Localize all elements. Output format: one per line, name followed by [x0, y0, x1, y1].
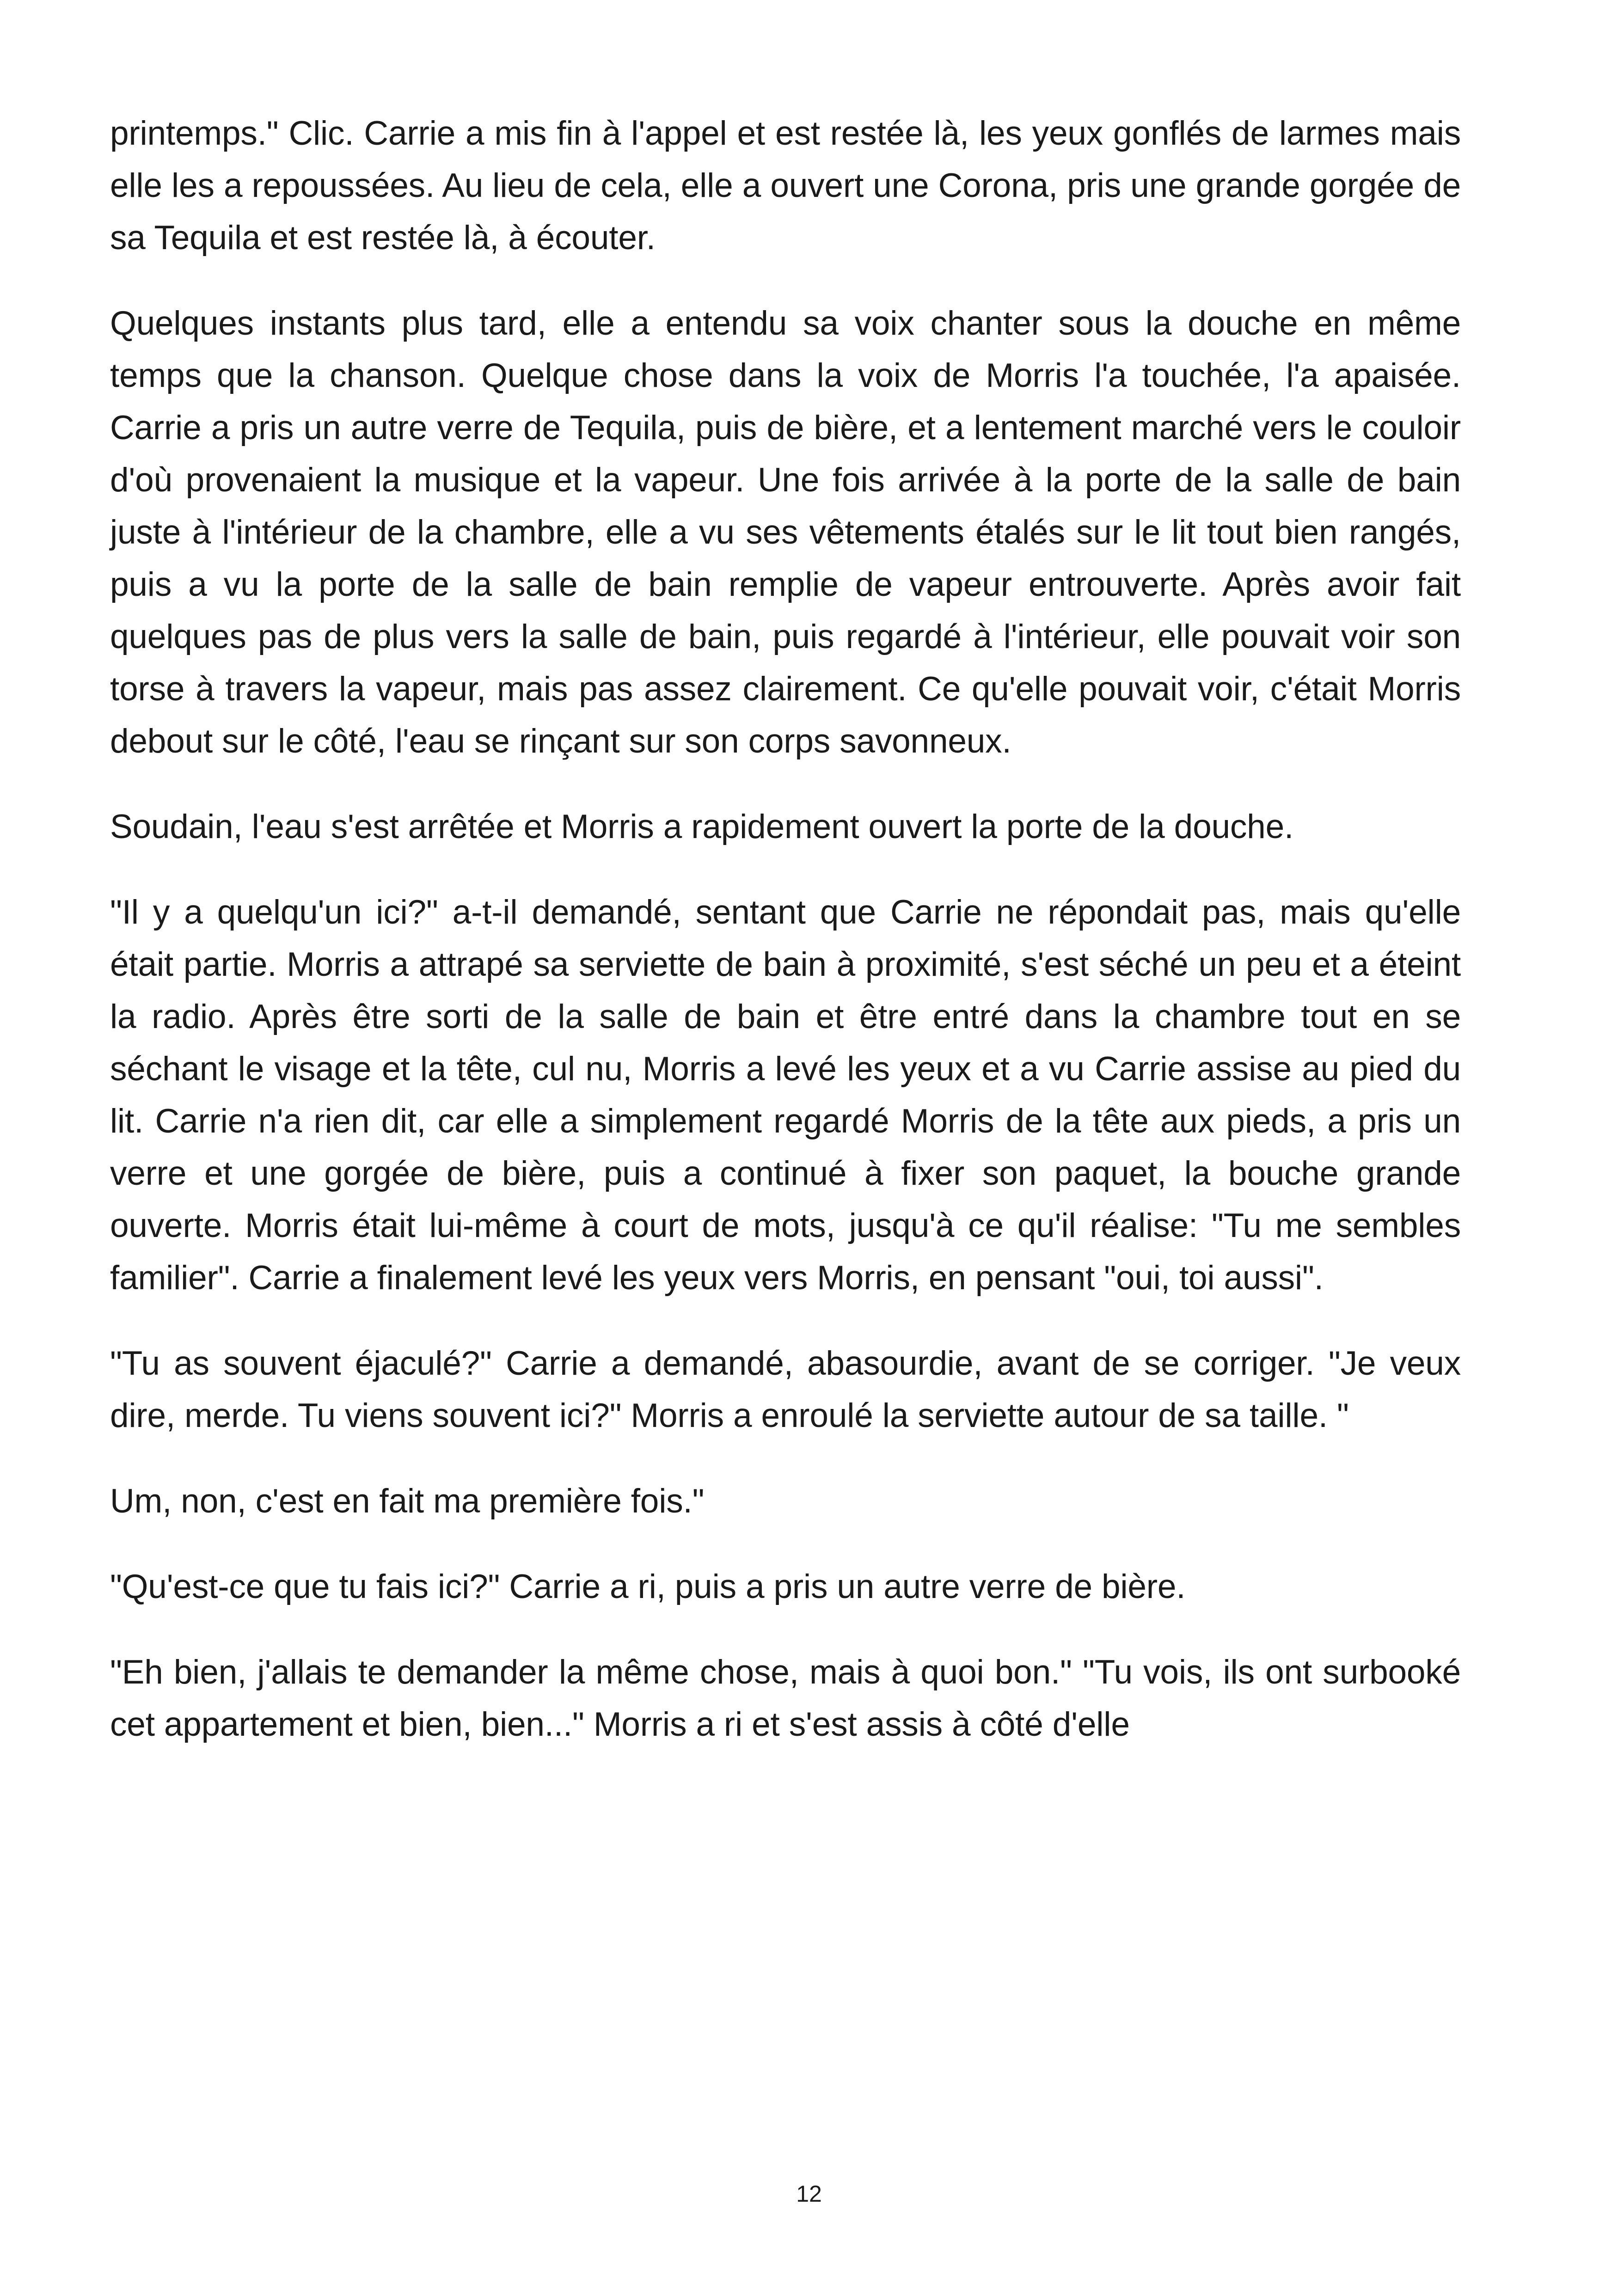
paragraph-5: "Tu as souvent éjaculé?" Carrie a demandé, abasourdie, avant de se corriger. "Je veux dire, merde. Tu viens souvent ici?" Morris a enroulé la serviette autour de sa taille. "	[110, 1345, 1461, 1434]
page-body	[110, 107, 1461, 1751]
paragraph-2: Quelques instants plus tard, elle a entendu sa voix chanter sous la douche en même temps que la chanson. Quelque chose dans la voix de Morris l'a touchée, l'a apaisée. Carrie a pris un autre verre de Tequila, puis de bière, et a lentement marché vers le couloir d'où provenaient la musique et la vapeur. Une fois arrivée à la porte de la salle de bain juste à l'intérieur de la chambre, elle a vu ses vêtements étalés sur le lit tout bien rangés, puis a vu la porte de la salle de bain remplie de vapeur entrouverte. Après avoir fait quelques pas de plus vers la salle de bain, puis regardé à l'intérieur, elle pouvait voir son torse à travers la vapeur, mais pas assez clairement. Ce qu'elle pouvait voir, c'était Morris debout sur le côté, l'eau se rinçant sur son corps savonneux.	[110, 305, 1461, 760]
page-number: 12	[796, 2181, 822, 2207]
paragraph-3: Soudain, l'eau s'est arrêtée et Morris a rapidement ouvert la porte de la douche.	[110, 808, 1294, 845]
paragraph-8: "Eh bien, j'allais te demander la même chose, mais à quoi bon." "Tu vois, ils ont surbooké cet appartement et bien, bien..." Morris a ri et s'est assis à côté d'elle	[110, 1653, 1461, 1743]
paragraph-7: "Qu'est-ce que tu fais ici?" Carrie a ri, puis a pris un autre verre de bière.	[110, 1568, 1186, 1605]
paragraph-1: printemps." Clic. Carrie a mis fin à l'appel et est restée là, les yeux gonflés de larmes mais elle les a repoussées. Au lieu de cela, elle a ouvert une Corona, pris une grande gorgée de sa Tequila et est restée là, à écouter.	[110, 115, 1461, 257]
paragraph-6: Um, non, c'est en fait ma première fois."	[110, 1482, 705, 1520]
paragraph-4: "Il y a quelqu'un ici?" a-t-il demandé, sentant que Carrie ne répondait pas, mais qu'elle était partie. Morris a attrapé sa serviette de bain à proximité, s'est séché un peu et a éteint la radio. Après être sorti de la salle de bain et être entré dans la chambre tout en se séchant le visage et la tête, cul nu, Morris a levé les yeux et a vu Carrie assise au pied du lit. Carrie n'a rien dit, car elle a simplement regardé Morris de la tête aux pieds, a pris un verre et une gorgée de bière, puis a continué à fixer son paquet, la bouche grande ouverte. Morris était lui-même à court de mots, jusqu'à ce qu'il réalise: "Tu me sembles familier". Carrie a finalement levé les yeux vers Morris, en pensant "oui, toi aussi".	[110, 894, 1461, 1297]
